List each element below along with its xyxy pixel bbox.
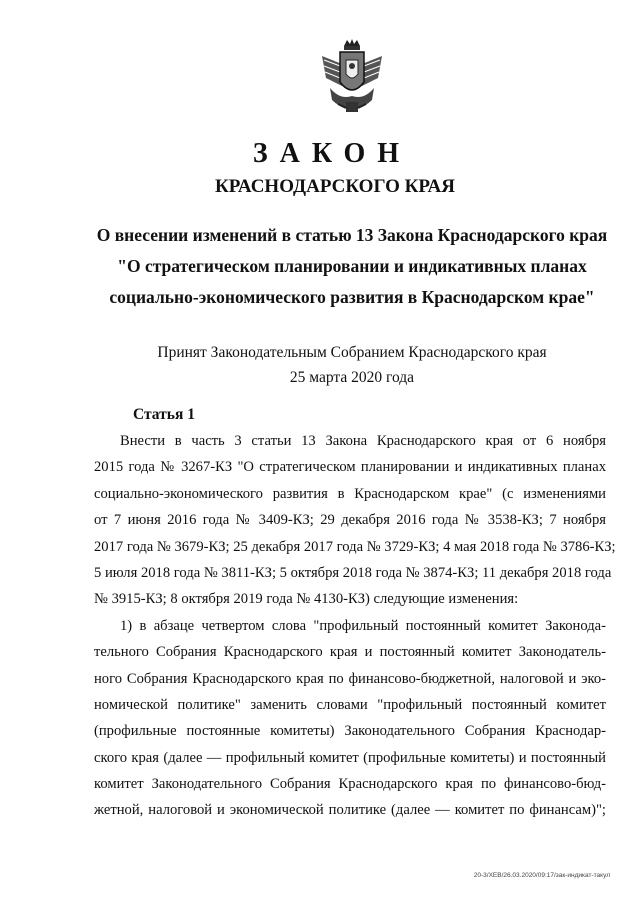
coat-of-arms-icon — [316, 38, 388, 116]
document-code: 20-3/XEB/26.03.2020/09:17/зак-индикат-такул — [473, 872, 610, 879]
body-line: жетной, налоговой и экономической политике (далее — комитет по финансам)"; — [94, 802, 606, 819]
body-line: № 3915-КЗ; 8 октября 2019 года № 4130-КЗ) следующие изменения: — [94, 591, 519, 608]
body-line: ного Собрания Краснодарского края по финансово-бюджетной, налоговой и эко- — [94, 670, 606, 687]
adoption-body: Принят Законодательным Собранием Краснодарского края — [157, 344, 547, 361]
body-line: тельного Собрания Краснодарского края и постоянный комитет Законодатель- — [94, 644, 606, 661]
law-title — [82, 220, 622, 313]
law-title-line: О внесении изменений в статью 13 Закона Краснодарского края — [96, 225, 608, 245]
body-line: от 7 июня 2016 года № 3409-КЗ; 29 декабря 2016 года № 3538-КЗ; 7 ноября — [94, 512, 606, 529]
body-line: социально-экономического развития в Краснодарском крае" (с изменениями — [94, 485, 606, 502]
body-line: ского края (далее — профильный комитет (профильные комитеты) и постоянный — [94, 749, 606, 766]
body-line: комитет Законодательного Собрания Краснодарского края по финансово-бюд- — [94, 776, 606, 793]
body-line: (профильные постоянные комитеты) Законодательного Собрания Краснодар- — [94, 723, 606, 740]
body-line: 2017 года № 3679-КЗ; 25 декабря 2017 года № 3729-КЗ; 4 мая 2018 года № 3786-КЗ; — [94, 538, 616, 555]
body-line: 1) в абзаце четвертом слова "профильный постоянный комитет Законода- — [120, 617, 606, 634]
body-line: Внести в часть 3 статьи 13 Закона Краснодарского края от 6 ноября — [120, 433, 606, 449]
law-heading: ЗАКОН — [252, 138, 412, 169]
law-title-line: социально-экономического развития в Краснодарском крае" — [109, 287, 595, 307]
adoption-note — [82, 340, 622, 390]
law-region-heading: КРАСНОДАРСКОГО КРАЯ — [214, 176, 456, 197]
adoption-date: 25 марта 2020 года — [289, 369, 415, 386]
body-line: номической политике" заменить словами "профильный постоянный комитет — [94, 696, 606, 713]
body-line: 2015 года № 3267-КЗ "О стратегическом планировании и индикативных планах — [94, 459, 606, 476]
law-title-line: "О стратегическом планировании и индикативных планах — [117, 256, 587, 276]
body-line: 5 июля 2018 года № 3811-КЗ; 5 октября 2018 года № 3874-КЗ; 11 декабря 2018 года — [94, 564, 612, 581]
article-heading: Статья 1 — [133, 406, 195, 423]
article-body — [94, 428, 616, 824]
